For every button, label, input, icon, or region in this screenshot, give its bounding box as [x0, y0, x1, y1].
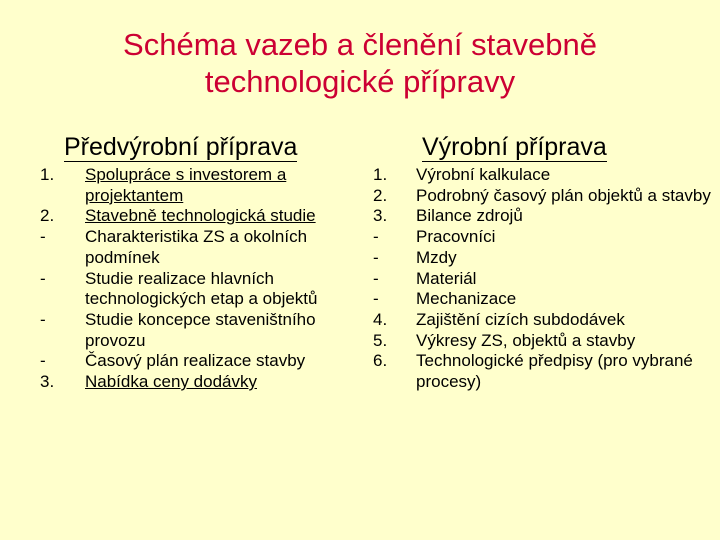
heading-production: Výrobní příprava [422, 133, 607, 161]
list-marker: 6. [373, 351, 388, 371]
list-item [366, 351, 711, 392]
list-item-text: Mzdy [416, 247, 457, 267]
list-item-text: Nabídka ceny dodávky [85, 372, 257, 392]
list-item-text: Podrobný časový plán objektů a stavby [416, 185, 711, 205]
list-item-text: Studie realizace hlavních technologických etap a objektů [85, 268, 318, 309]
list-item-text: Mechanizace [416, 289, 517, 309]
list-marker: 3. [373, 206, 388, 226]
list-item-text: Studie koncepce staveništního provozu [85, 309, 316, 350]
list-item [366, 248, 711, 269]
list-item [30, 310, 360, 351]
list-marker: 3. [40, 372, 55, 392]
title-line-1: Schéma vazeb a členění stavebně [123, 27, 597, 62]
slide-title [0, 26, 720, 100]
list-item [30, 372, 360, 393]
list-item-text: Technologické předpisy (pro vybrané procesy) [416, 351, 693, 392]
list-item-text: Časový plán realizace stavby [85, 351, 306, 371]
list-item [366, 206, 711, 227]
title-line-2: technologické přípravy [204, 64, 516, 99]
list-item [366, 289, 711, 310]
list-item [366, 269, 711, 290]
list-marker: 2. [40, 206, 55, 226]
list-marker: - [40, 268, 46, 288]
list-item-text: Charakteristika ZS a okolních podmínek [85, 227, 308, 267]
list-item [366, 186, 711, 207]
list-item-text: Spolupráce s investorem a projektantem [85, 165, 287, 205]
list-item-text: Zajištění cizích subdodávek [416, 309, 625, 329]
list-item-text: Stavebně technologická studie [85, 206, 316, 226]
list-item-text: Výkresy ZS, objektů a stavby [416, 330, 636, 350]
production-list [366, 165, 711, 393]
list-marker: 2. [373, 185, 388, 205]
list-marker: 4. [373, 309, 388, 329]
list-marker: 5. [373, 330, 388, 350]
list-item-text: Výrobní kalkulace [416, 165, 551, 184]
list-item-text: Bilance zdrojů [416, 206, 523, 226]
list-item [30, 165, 360, 206]
list-marker: - [40, 227, 46, 247]
list-marker: - [373, 289, 379, 309]
list-item-text: Materiál [416, 268, 477, 288]
list-marker: - [40, 351, 46, 371]
list-item [366, 165, 711, 186]
list-marker: - [373, 247, 379, 267]
list-item [366, 227, 711, 248]
list-item [30, 206, 360, 227]
list-marker: 1. [40, 165, 55, 184]
list-marker: - [373, 227, 379, 247]
list-marker: - [373, 268, 379, 288]
heading-preproduction: Předvýrobní příprava [64, 133, 298, 161]
list-item [30, 351, 360, 372]
list-item [366, 331, 711, 352]
list-item [366, 310, 711, 331]
list-item-text: Pracovníci [416, 227, 496, 247]
list-item [30, 269, 360, 310]
list-marker: - [40, 309, 46, 329]
list-item [30, 227, 360, 268]
preproduction-list [30, 165, 360, 393]
list-marker: 1. [373, 165, 388, 184]
